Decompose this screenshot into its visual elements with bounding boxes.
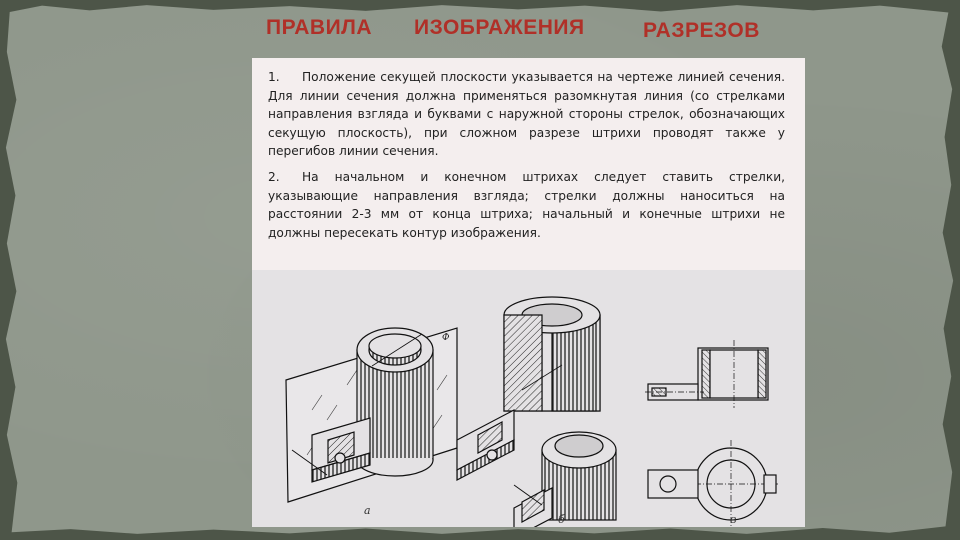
figure-label-b: б	[558, 513, 565, 526]
rule-1-text: Положение секущей плоскости указывается на чертеже линией сечения. Для линии сечения должна применяться разомкнутая линия (со стрелками направления взгляда и буквами с наружной стороны стрелок, обозначающих секущую плоскость), при сложном разрезе штрихи проводят также у перегибов линии сечения.	[268, 70, 785, 159]
rule-2-number: 2.	[268, 169, 280, 184]
rule-2	[268, 168, 785, 242]
figure-b-isometric	[514, 432, 616, 527]
figure-label-v: в	[730, 513, 737, 526]
rules-text-panel	[252, 58, 805, 270]
title-word-3: РАЗРЕЗОВ	[643, 19, 760, 42]
section-drawings	[252, 270, 805, 527]
content-card	[252, 58, 805, 527]
figure-a-isometric	[286, 328, 457, 502]
drawings-svg	[252, 270, 805, 527]
figure-v-views	[645, 340, 778, 527]
rule-1	[268, 68, 785, 161]
plane-letter: Ф	[442, 333, 450, 343]
figure-label-a: а	[364, 504, 371, 517]
title-word-2: ИЗОБРАЖЕНИЯ	[414, 16, 585, 39]
rule-2-text: На начальном и конечном штрихах следует ставить стрелки, указывающие направления взгляда; стрелки должны наноситься на расстоянии 2-3 мм от конца штриха; начальный и конечные штрихи не должны пересекать контур изображения.	[268, 169, 785, 240]
rule-1-number: 1.	[268, 70, 280, 84]
title-word-1: ПРАВИЛА	[266, 16, 373, 39]
slide-title	[0, 0, 960, 60]
